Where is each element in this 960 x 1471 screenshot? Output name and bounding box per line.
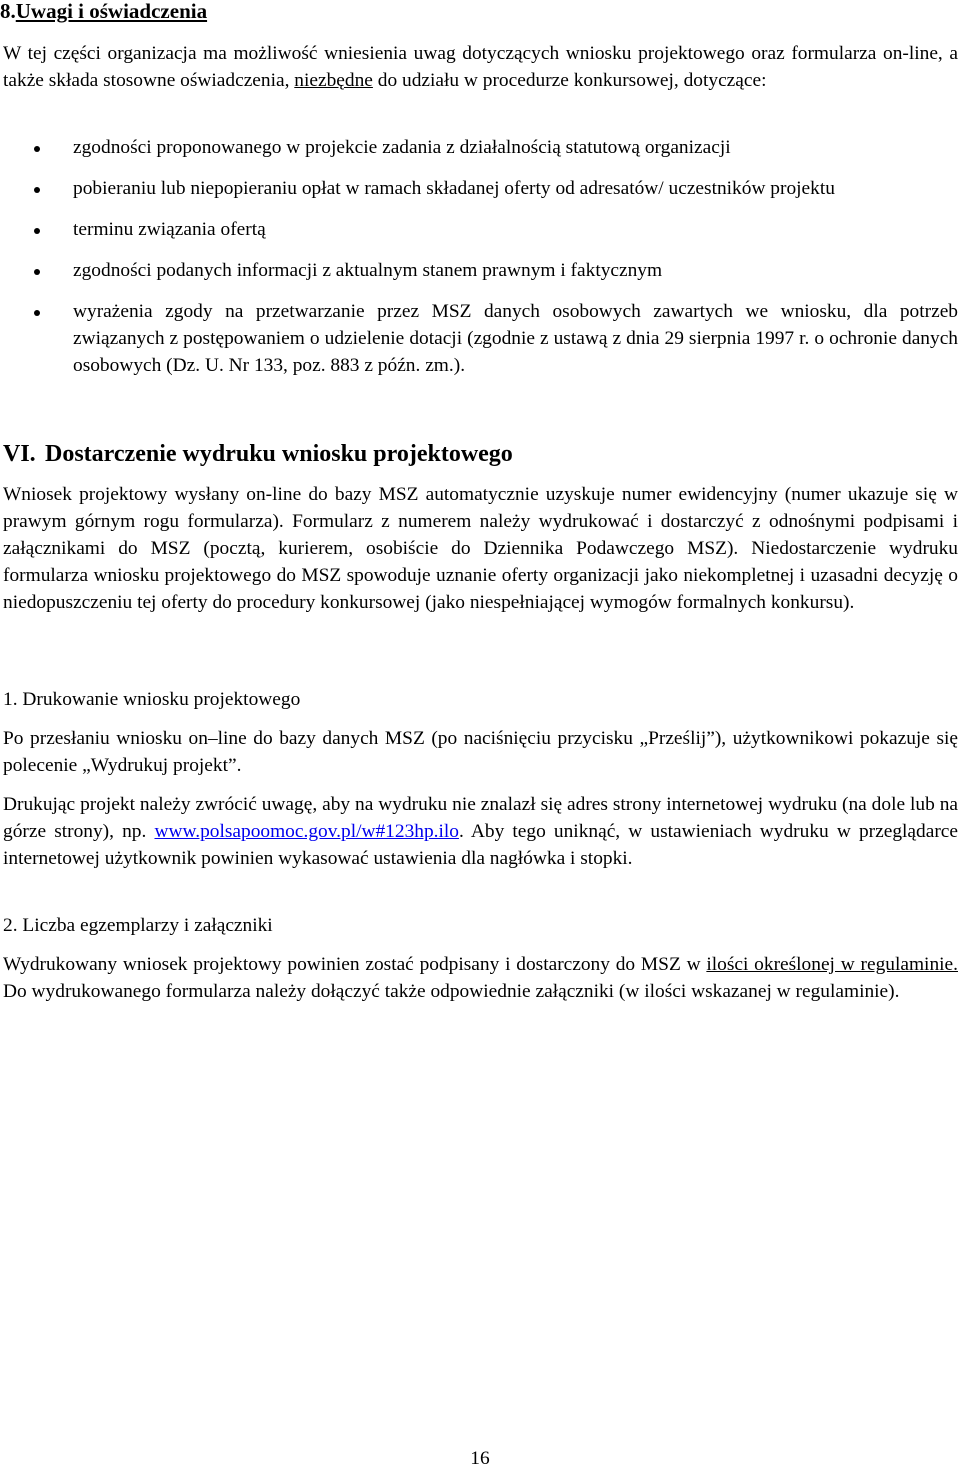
section-6-title: Dostarczenie wydruku wniosku projektowego [45, 441, 513, 467]
subsection-2-paragraph [3, 951, 958, 1005]
list-item [0, 134, 958, 161]
list-item-text: wyrażenia zgody na przetwarzanie przez MSZ danych osobowych zawartych we wniosku, dla potrzeb związanych z postępowaniem o udzielenie dotacji (zgodnie z ustawą z dnia 29 sierpnia 1997 r. o ochronie danych osobowych (Dz. U. Nr 133, poz. 883 z późn. zm.). [73, 301, 958, 376]
list-item [0, 257, 958, 284]
list-item-text: zgodności proponowanego w projekcie zadania z działalnością statutową organizacji [73, 137, 731, 158]
intro-underlined-word: niezbędne [294, 70, 373, 91]
section-8-heading [0, 0, 207, 24]
list-item [0, 175, 958, 202]
list-item [0, 298, 958, 379]
bullet-icon [34, 146, 40, 152]
bullet-icon [34, 310, 40, 316]
list-item-text: pobieraniu lub niepopieraniu opłat w ramach składanej oferty od adresatów/ uczestników projektu [73, 178, 835, 199]
list-item-text: zgodności podanych informacji z aktualnym stanem prawnym i faktycznym [73, 260, 663, 281]
subsection-1-paragraph-2 [3, 791, 958, 872]
section-6-number: VI. [3, 441, 36, 467]
list-item-text: terminu związania ofertą [73, 219, 266, 240]
section-6-heading [3, 438, 513, 470]
paragraph-text: . Aby tego uniknąć, w ustawieniach wydruku w przeglądarce internetowej użytkownik powinien wykasować ustawienia dla nagłówka i stopki. [3, 821, 959, 869]
example-url-link[interactable]: www.polsapoomoc.gov.pl/w#123hp.ilo [154, 821, 459, 842]
intro-text-2: do udziału w procedurze konkursowej, dotyczące: [372, 70, 767, 91]
page-number: 16 [470, 1448, 490, 1469]
bullet-icon [34, 269, 40, 275]
subsection-1-paragraph-1: Po przesłaniu wniosku on–line do bazy danych MSZ (po naciśnięciu przycisku „Prześlij”), użytkownikowi pokazuje się polecenie „Wydrukuj projekt”. [3, 728, 958, 776]
intro-text-1: W tej części organizacja ma możliwość wniesienia uwag dotyczących wniosku projektowego oraz formularza on-line, a także składa stosowne oświadczenia, [3, 43, 958, 91]
subsection-1-title: 1. Drukowanie wniosku projektowego [3, 689, 301, 710]
subsection-2-title: 2. Liczba egzemplarzy i załączniki [3, 915, 273, 936]
section-8-intro [3, 40, 958, 94]
section-8-number: 8. [0, 0, 16, 23]
section-8-title: Uwagi i oświadczenia [15, 0, 208, 23]
list-item [0, 216, 958, 243]
paragraph-text: Drukując projekt należy zwrócić uwagę, aby na wydruku nie znalazł się adres strony internetowej wydruku (na dole lub na górze strony), np. [3, 794, 958, 842]
paragraph-text: Do wydrukowanego formularza należy dołączyć także odpowiednie załączniki (w ilości wskazanej w regulaminie). [3, 981, 900, 1002]
paragraph-text: Wydrukowany wniosek projektowy powinien zostać podpisany i dostarczony do MSZ w [3, 954, 707, 975]
bullet-icon [34, 228, 40, 234]
section-6-body: Wniosek projektowy wysłany on-line do bazy MSZ automatycznie uzyskuje numer ewidencyjny (numer ukazuje się w prawym górnym rogu formularza). Formularz z numerem należy wydrukować i dostarczyć z odnośnymi podpisami i załącznikami do MSZ (pocztą, kurierem, osobiście do Dziennika Podawczego MSZ). Niedostarczenie wydruku formularza wniosku projektowego do MSZ spowoduje uznanie oferty organizacji jako niekompletnej i uzasadni decyzję o niedopuszczeniu tej oferty do procedury konkursowej (jako niespełniającej wymogów formalnych konkursu). [3, 484, 958, 613]
underlined-text: ilości określonej w regulaminie. [706, 954, 958, 975]
bullet-icon [34, 187, 40, 193]
declarations-list [0, 134, 958, 379]
